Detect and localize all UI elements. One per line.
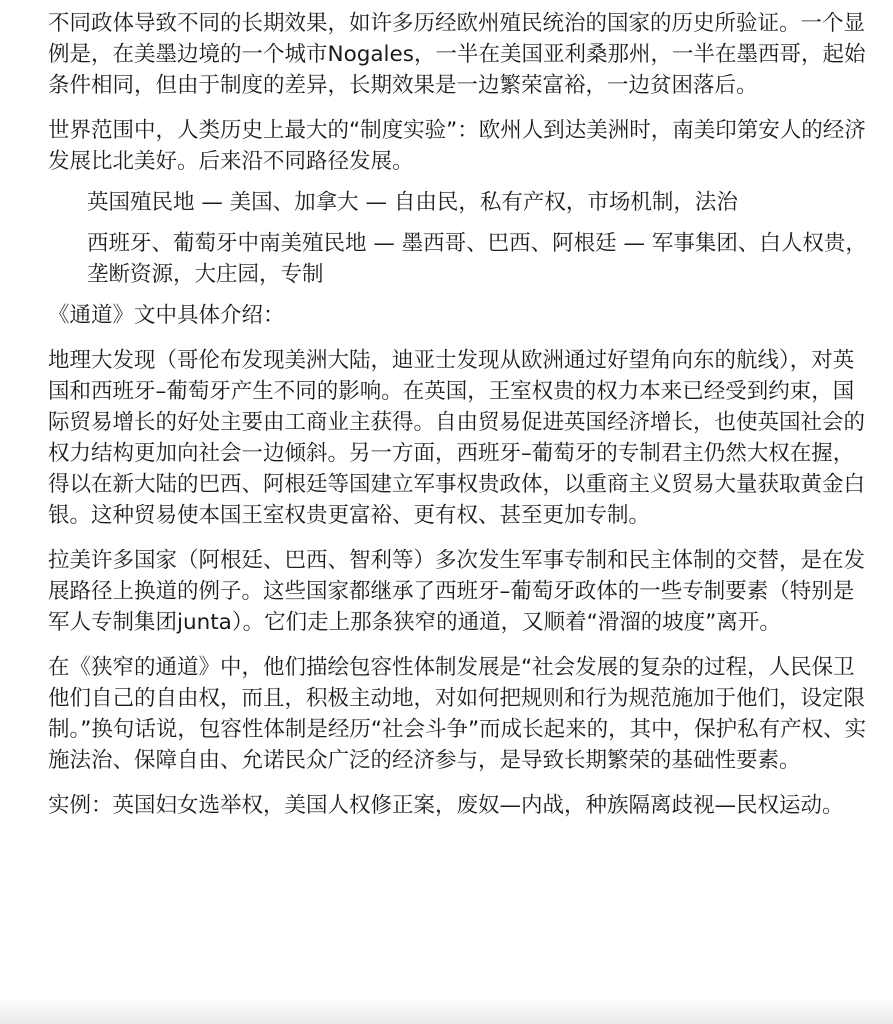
paragraph-examples: 实例：英国妇女选举权，美国人权修正案，废奴—内战，种族隔离歧视—民权运动。: [48, 793, 844, 818]
bottom-fade-overlay: [0, 998, 893, 1024]
paragraph-nogales-example: 不同政体导致不同的长期效果，如许多历经欧州殖民统治的国家的历史所验证。一个显例是，在美墨边境的一个城市Nogales，一半在美国亚利桑那州，一半在墨西哥，起始条件相同，但由于制度的差异，长期效果是一边繁荣富裕，一边贫困落后。: [48, 11, 866, 98]
list-item-iberian-colonies: 西班牙、葡萄牙中南美殖民地 — 墨西哥、巴西、阿根廷 — 军事集团、白人权贵，垄断资源，大庄园，专制: [87, 231, 867, 287]
paragraph-latin-america: 拉美许多国家（阿根廷、巴西、智利等）多次发生军事专制和民主体制的交替，是在发展路径上换道的例子。这些国家都继承了西班牙–葡萄牙政体的一些专制要素（特别是军人专制集团junta）。它们走上那条狭窄的通道，又顺着“滑溜的坡度”离开。: [48, 548, 866, 635]
list-item-british-colonies: 英国殖民地 — 美国、加拿大 — 自由民，私有产权，市场机制，法治: [87, 190, 738, 215]
document-body: [48, 8, 868, 835]
paragraph-institutional-experiment: 世界范围中，人类历史上最大的“制度实验”：欧州人到达美洲时，南美印第安人的经济发展比北美好。后来沿不同路径发展。: [48, 118, 866, 174]
paragraph-book-intro: 《通道》文中具体介绍：: [48, 303, 285, 328]
paragraph-narrow-corridor: 在《狭窄的通道》中，他们描绘包容性体制发展是“社会发展的复杂的过程，人民保卫他们自己的自由权，而且，积极主动地，对如何把规则和行为规范施加于他们，设定限制。”换句话说，包容性体制是经历“社会斗争”而成长起来的，其中，保护私有产权、实施法治、保障自由、允诺民众广泛的经济参与，是导致长期繁荣的基础性要素。: [48, 655, 867, 773]
paragraph-age-of-discovery: 地理大发现（哥伦布发现美洲大陆，迪亚士发现从欧洲通过好望角向东的航线），对英国和西班牙–葡萄牙产生不同的影响。在英国，王室权贵的权力本来已经受到约束，国际贸易增长的好处主要由工商业主获得。自由贸易促进英国经济增长，也使英国社会的权力结构更加向社会一边倾斜。另一方面，西班牙–葡萄牙的专制君主仍然大权在握，得以在新大陆的巴西、阿根廷等国建立军事权贵政体，以重商主义贸易大量获取黄金白银。这种贸易使本国王室权贵更富裕、更有权、甚至更加专制。: [48, 348, 866, 528]
